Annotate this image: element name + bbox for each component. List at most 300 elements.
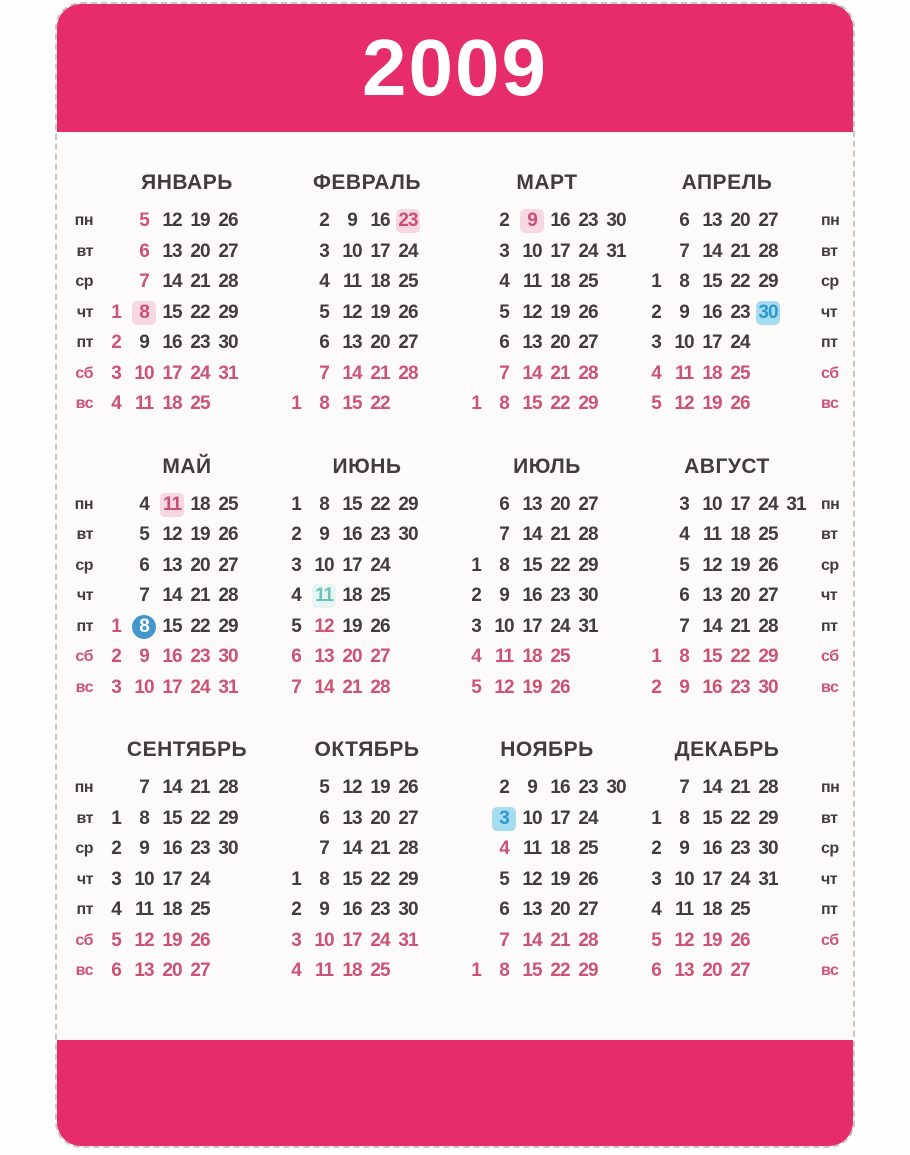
date-cell [422,298,450,329]
date-cell: 11 [522,838,542,860]
date-cell: 16 [162,646,182,668]
date-cell [518,206,546,237]
date-cell: 13 [342,332,362,354]
weekday-label: вс [821,678,839,696]
date-cell [422,359,450,390]
date-cell: 31 [606,240,626,262]
weekday-label: пн [74,779,93,796]
quarter-row [57,168,853,420]
date-cell: 17 [162,362,182,384]
date-cell [642,581,670,612]
date-cell: 29 [758,271,778,293]
date-cell: 1 [471,554,481,576]
date-cell: 22 [730,646,750,668]
weekday-label: вс [821,962,839,979]
month-title: ИЮЛЬ [513,454,581,478]
date-cell [102,773,130,804]
date-cell: 21 [730,615,750,637]
date-row [457,865,637,896]
date-cell [782,267,810,298]
month-title: ИЮНЬ [332,454,402,478]
date-row [457,773,637,804]
date-cell [282,773,310,804]
date-row [637,551,817,582]
date-cell: 22 [370,393,390,415]
weekday-label: пн [821,779,840,796]
date-cell: 1 [291,393,301,415]
date-cell: 27 [218,240,238,262]
date-cell: 28 [218,585,238,607]
date-cell: 25 [758,524,778,546]
date-cell: 24 [730,332,750,354]
date-row [97,865,277,896]
date-cell [158,490,186,521]
date-row [97,359,277,390]
weekday-label: пт [76,334,93,351]
date-cell: 30 [398,899,418,921]
date-cell: 13 [342,807,362,829]
date-cell: 19 [190,210,210,232]
date-cell: 12 [674,393,694,415]
weekday-label: вт [821,809,838,827]
date-cell [242,642,270,673]
weekday-label: ср [821,840,839,857]
date-cell [782,865,810,896]
date-cell: 21 [190,585,210,607]
date-cell: 14 [702,240,722,262]
date-row [457,490,637,521]
date-cell: 20 [730,585,750,607]
date-cell [422,206,450,237]
month-block [277,735,457,987]
date-cell: 11 [674,899,694,921]
date-cell: 8 [679,646,689,668]
date-cell: 14 [162,777,182,799]
month-title: ФЕВРАЛЬ [312,171,421,194]
date-cell: 9 [319,899,329,921]
date-cell [102,612,130,643]
date-cell: 13 [314,646,334,668]
date-cell: 21 [550,929,570,951]
date-cell: 27 [190,960,210,982]
date-cell [602,359,630,390]
date-cell [310,581,338,612]
date-cell: 2 [499,777,509,799]
date-cell: 16 [342,899,362,921]
date-row [457,642,637,673]
date-cell: 30 [218,646,238,668]
date-cell [102,581,130,612]
weekday-label: сб [75,648,93,665]
date-cell: 5 [471,676,481,698]
date-cell [782,206,810,237]
date-cell: 18 [522,646,542,668]
date-cell: 13 [522,493,542,515]
date-cell [242,520,270,551]
date-cell: 20 [550,332,570,354]
date-cell: 27 [578,332,598,354]
date-cell: 27 [218,554,238,576]
date-cell [282,298,310,329]
date-cell: 26 [758,554,778,576]
date-cell: 3 [499,240,509,262]
date-cell [242,956,270,987]
date-number: 11 [160,493,184,517]
date-cell: 14 [342,362,362,384]
date-cell: 13 [162,240,182,262]
date-cell: 22 [730,807,750,829]
date-cell: 8 [139,807,149,829]
date-cell: 6 [111,960,121,982]
date-row [457,895,637,926]
date-row [637,237,817,268]
date-cell [602,926,630,957]
date-cell: 28 [578,929,598,951]
date-cell: 2 [651,301,661,323]
date-number: 30 [756,301,780,325]
date-number: 9 [520,209,544,233]
date-row [457,673,637,704]
date-row [277,926,457,957]
month-title: ОКТЯБРЬ [314,738,420,761]
date-cell [782,926,810,957]
date-row [457,359,637,390]
date-cell [462,328,490,359]
date-cell: 23 [550,585,570,607]
date-row [637,359,817,390]
date-cell: 30 [218,332,238,354]
date-cell: 8 [679,271,689,293]
date-row [97,642,277,673]
date-row [637,895,817,926]
month-block [277,452,457,704]
date-cell [754,956,782,987]
date-cell [242,206,270,237]
month-title: МАРТ [516,171,578,194]
date-cell [782,581,810,612]
date-cell: 17 [702,332,722,354]
date-cell [242,804,270,835]
date-cell: 28 [758,240,778,262]
date-cell [310,612,338,643]
date-cell: 12 [494,676,514,698]
date-cell [462,926,490,957]
date-cell [642,490,670,521]
date-cell: 15 [342,393,362,415]
date-cell: 17 [162,676,182,698]
date-cell [490,804,518,835]
date-row [457,237,637,268]
calendar-footer [57,1040,853,1146]
date-cell: 5 [139,524,149,546]
date-row [97,581,277,612]
date-cell: 20 [550,899,570,921]
date-row [277,773,457,804]
date-cell: 4 [319,271,329,293]
date-cell [422,956,450,987]
date-cell [242,895,270,926]
date-cell: 4 [471,646,481,668]
date-cell [422,490,450,521]
date-cell [242,298,270,329]
date-cell [242,237,270,268]
date-cell: 3 [111,676,121,698]
date-cell: 25 [578,271,598,293]
date-cell: 23 [578,210,598,232]
date-cell: 9 [347,210,357,232]
date-row [637,956,817,987]
date-cell: 23 [190,646,210,668]
date-cell [642,520,670,551]
month-block [637,168,817,420]
month-title: ЯНВАРЬ [141,171,233,194]
weekday-label: ср [821,556,839,574]
date-cell: 5 [291,615,301,637]
date-cell: 19 [190,524,210,546]
date-row [97,206,277,237]
date-cell [642,551,670,582]
date-cell: 6 [291,646,301,668]
date-cell: 20 [162,960,182,982]
date-cell: 20 [342,646,362,668]
date-cell: 7 [499,929,509,951]
date-cell [782,237,810,268]
date-cell: 14 [342,838,362,860]
date-cell: 28 [370,676,390,698]
date-cell [242,267,270,298]
date-cell [462,895,490,926]
weekday-label: вс [75,395,93,412]
date-cell: 2 [319,210,329,232]
date-row [457,804,637,835]
date-row [637,490,817,521]
date-cell [574,673,602,704]
date-cell [462,520,490,551]
date-cell: 24 [578,240,598,262]
date-cell [462,359,490,390]
date-cell: 26 [190,929,210,951]
date-cell [490,834,518,865]
weekday-label: пт [821,901,838,918]
date-cell: 16 [522,585,542,607]
weekday-label: чт [821,870,838,888]
weekday-label: сб [821,931,839,949]
date-row [637,389,817,420]
date-cell: 8 [319,868,329,890]
date-cell: 19 [702,929,722,951]
quarter-row [57,452,853,704]
date-cell: 16 [162,332,182,354]
date-cell: 25 [190,393,210,415]
date-cell: 13 [674,960,694,982]
date-cell: 19 [550,301,570,323]
date-cell [102,237,130,268]
weekday-label: вт [821,526,838,543]
month-title: СЕНТЯБРЬ [126,738,248,761]
date-row [457,612,637,643]
date-cell: 15 [162,615,182,637]
date-cell: 19 [550,868,570,890]
date-cell: 6 [139,554,149,576]
date-cell: 24 [758,493,778,515]
date-row [637,865,817,896]
date-cell: 6 [499,332,509,354]
date-number: 3 [492,807,516,831]
date-cell [422,804,450,835]
date-cell: 14 [162,585,182,607]
date-cell [130,298,158,329]
date-cell [102,520,130,551]
date-cell: 12 [674,929,694,951]
date-cell [282,237,310,268]
date-cell: 19 [702,393,722,415]
date-cell [462,490,490,521]
date-cell: 19 [522,676,542,698]
date-cell [242,490,270,521]
date-cell: 16 [702,838,722,860]
date-cell: 1 [291,868,301,890]
date-cell: 17 [702,868,722,890]
date-cell [394,642,422,673]
date-cell [782,520,810,551]
date-cell: 28 [398,362,418,384]
date-cell: 18 [370,271,390,293]
date-row [277,490,457,521]
date-cell: 24 [370,554,390,576]
date-cell: 3 [111,868,121,890]
date-cell: 10 [314,929,334,951]
weekday-label: сб [821,364,839,382]
date-row [277,642,457,673]
date-cell [602,612,630,643]
date-cell [422,612,450,643]
date-row [457,956,637,987]
date-cell: 13 [702,210,722,232]
date-cell: 23 [370,524,390,546]
date-cell [422,389,450,420]
date-cell [242,673,270,704]
date-cell: 4 [651,362,661,384]
date-cell: 30 [758,676,778,698]
date-cell [282,359,310,390]
date-cell: 6 [651,960,661,982]
date-row [457,581,637,612]
date-cell: 1 [291,493,301,515]
date-cell: 16 [162,838,182,860]
date-cell: 26 [550,676,570,698]
date-cell: 27 [578,493,598,515]
date-cell: 25 [550,646,570,668]
month-block [457,452,637,704]
date-cell: 16 [702,676,722,698]
date-cell: 1 [471,393,481,415]
date-cell: 7 [291,676,301,698]
date-cell [102,490,130,521]
month-block [637,735,817,987]
date-cell: 13 [134,960,154,982]
date-cell: 20 [190,240,210,262]
date-cell: 30 [578,585,598,607]
date-cell: 31 [578,615,598,637]
date-row [97,490,277,521]
date-cell [242,834,270,865]
date-cell: 3 [291,929,301,951]
date-cell: 11 [674,362,694,384]
date-cell: 15 [702,646,722,668]
date-cell [282,328,310,359]
date-cell: 28 [218,777,238,799]
date-cell: 23 [730,838,750,860]
weekday-label: ср [75,273,93,290]
date-cell: 4 [111,899,121,921]
date-cell [242,773,270,804]
date-row [97,895,277,926]
date-cell: 6 [499,899,509,921]
date-cell: 26 [730,929,750,951]
date-cell: 26 [730,393,750,415]
date-cell: 29 [218,807,238,829]
date-cell: 10 [702,493,722,515]
date-cell [462,865,490,896]
date-cell: 30 [398,524,418,546]
date-cell: 7 [139,585,149,607]
date-cell: 26 [218,210,238,232]
date-cell [242,328,270,359]
date-cell: 21 [550,524,570,546]
months-row [97,735,817,987]
date-number: 7 [139,271,149,293]
date-cell: 24 [550,615,570,637]
date-cell [782,834,810,865]
date-number: 2 [111,332,121,354]
date-cell [602,673,630,704]
date-cell [130,206,158,237]
date-cell [282,834,310,865]
weekday-label: сб [821,648,839,665]
date-number: 12 [314,615,334,637]
date-cell: 12 [522,868,542,890]
date-cell: 11 [522,271,542,293]
date-cell: 1 [651,807,661,829]
date-cell [602,328,630,359]
date-cell [782,298,810,329]
weekday-label: пн [74,212,93,229]
date-cell: 13 [522,899,542,921]
date-cell [782,389,810,420]
date-cell [602,581,630,612]
date-cell: 7 [139,777,149,799]
month-block [97,168,277,420]
date-cell: 26 [218,524,238,546]
date-cell: 10 [134,362,154,384]
weekday-label: сб [75,364,93,382]
date-cell: 31 [786,493,806,515]
date-cell: 17 [730,493,750,515]
date-number: 23 [396,209,420,233]
date-cell: 5 [499,868,509,890]
date-number: 1 [111,301,121,323]
month-title: ДЕКАБРЬ [674,738,780,761]
date-cell: 2 [111,646,121,668]
date-cell: 3 [679,493,689,515]
date-cell: 30 [606,210,626,232]
month-block [277,168,457,420]
date-number: 4 [499,838,509,860]
date-cell [422,551,450,582]
date-cell: 25 [398,271,418,293]
date-cell [422,520,450,551]
date-cell: 22 [190,615,210,637]
